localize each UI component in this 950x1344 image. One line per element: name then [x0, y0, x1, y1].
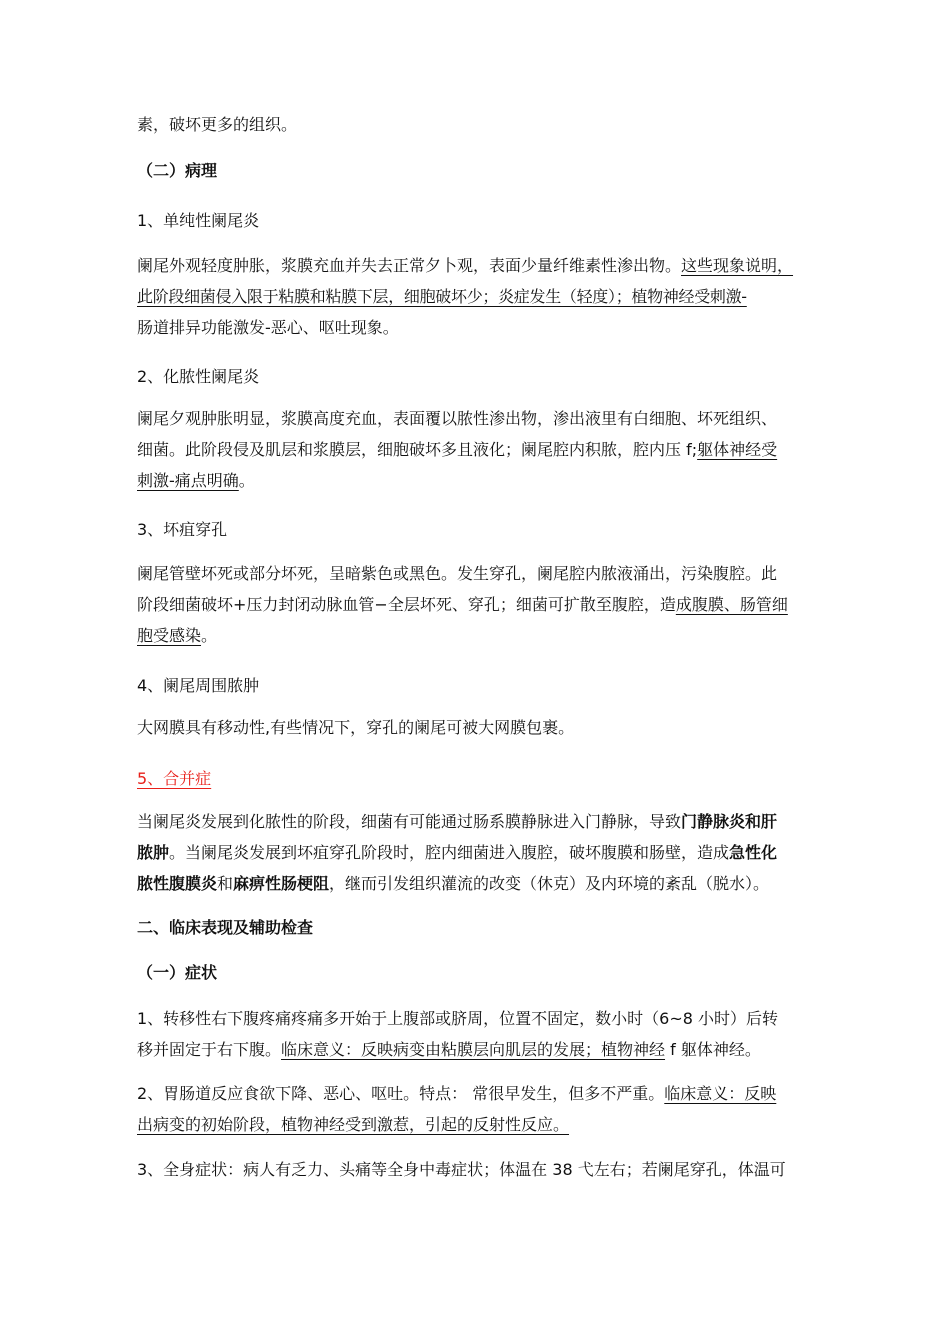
bold-text: 麻痹性肠梗阻	[233, 874, 330, 893]
bold-text: 脓肿	[137, 843, 170, 862]
text-line	[137, 837, 827, 868]
section-heading-pathology: （二）病理	[137, 161, 218, 180]
text-run: f 躯体神经。	[665, 1040, 761, 1059]
subheading-suppurative-appendicitis: 2、化脓性阑尾炎	[137, 367, 260, 386]
underlined-text: 临床意义：反映	[664, 1084, 777, 1103]
paragraph-symptom-1	[137, 1003, 827, 1065]
underlined-text: 临床意义：反映病变由粘膜层向肌层的发展；植物神经	[281, 1040, 666, 1059]
text-run: 阑尾外观轻度肿胀，浆膜充血并失去正常夕卜观，表面少量纤维素性渗出物。	[137, 256, 682, 275]
underlined-line: 此阶段细菌侵入限于粘膜和粘膜下层，细胞破坏少；炎症发生（轻度）；植物神经受刺激-	[137, 287, 747, 306]
paragraph-complications	[137, 806, 827, 899]
bold-text: 门静脉炎和肝	[681, 812, 778, 831]
text-line	[137, 589, 827, 620]
subheading-gangrenous-perforation: 3、坏疽穿孔	[137, 520, 228, 539]
text-line	[137, 1078, 827, 1109]
underlined-text: 刺激-痛点明确	[137, 471, 239, 490]
text-run: 。当阑尾炎发展到坏疽穿孔阶段时，腔内细菌进入腹腔，破坏腹膜和肠壁，造成	[169, 843, 730, 862]
text-line: 肠道排异功能激发-恶心、呕吐现象。	[137, 318, 399, 337]
bold-text: 脓性腹膜炎	[137, 874, 218, 893]
underlined-line: 出病变的初始阶段，植物神经受到激惹，引起的反射性反应。	[137, 1115, 570, 1134]
text-line: 阑尾管壁坏死或部分坏死，呈暗紫色或黑色。发生穿孔，阑尾腔内脓液涌出，污染腹腔。此	[137, 564, 778, 583]
text-line	[137, 465, 827, 496]
underlined-text: 胞受感染	[137, 626, 202, 645]
paragraph-continuation: 素，破坏更多的组织。	[137, 115, 298, 134]
underlined-text: 这些现象说明，	[681, 256, 794, 275]
text-run: 细菌。此阶段侵及肌层和浆膜层，细胞破坏多且液化；阑尾腔内积脓，腔内压 f;	[137, 440, 698, 459]
text-run: 和	[217, 874, 234, 893]
paragraph-symptom-2	[137, 1078, 827, 1140]
paragraph-gangrenous-perforation	[137, 558, 827, 651]
paragraph-suppurative-appendicitis	[137, 403, 827, 496]
text-line: 阑尾夕观肿胀明显，浆膜高度充血，表面覆以脓性渗出物，渗出液里有白细胞、坏死组织、	[137, 409, 778, 428]
subheading-periappendiceal-abscess: 4、阑尾周围脓肿	[137, 676, 260, 695]
text-line	[137, 806, 827, 837]
text-run: 。	[238, 471, 255, 490]
text-line: 1、转移性右下腹疼痛疼痛多开始于上腹部或脐周，位置不固定，数小时（6~8 小时）后转	[137, 1009, 779, 1028]
underlined-text: 躯体神经受	[697, 440, 778, 459]
text-line	[137, 434, 827, 465]
text-run: 阶段细菌破坏+压力封闭动脉血管−全层坏死、穿孔；细菌可扩散至腹腔，造	[137, 595, 676, 614]
text-run: 。	[201, 626, 218, 645]
underlined-text: 成腹膜、肠管细	[675, 595, 788, 614]
paragraph-periappendiceal-abscess: 大网膜具有移动性,有些情况下，穿孔的阑尾可被大网膜包裹。	[137, 718, 575, 737]
section-heading-clinical: 二、临床表现及辅助检查	[137, 918, 314, 937]
text-run: ，继而引发组织灌流的改变（休克）及内环境的紊乱（脱水）。	[329, 874, 770, 893]
text-run: 2、胃肠道反应食欲下降、恶心、呕吐。特点： 常很早发生，但多不严重。	[137, 1084, 665, 1103]
text-run: 当阑尾炎发展到化脓性的阶段，细菌有可能通过肠系膜静脉进入门静脉，导致	[137, 812, 682, 831]
bold-text: 急性化	[729, 843, 778, 862]
paragraph-symptom-3: 3、全身症状：病人有乏力、头痛等全身中毒症状；体温在 38 弋左右；若阑尾穿孔，体温可	[137, 1160, 786, 1179]
text-line	[137, 250, 827, 281]
text-run: 移并固定于右下腹。	[137, 1040, 282, 1059]
text-line	[137, 620, 827, 651]
paragraph-simple-appendicitis	[137, 250, 827, 343]
text-line	[137, 1034, 827, 1065]
text-line	[137, 868, 827, 899]
subheading-simple-appendicitis: 1、单纯性阑尾炎	[137, 211, 260, 230]
section-heading-symptoms: （一）症状	[137, 963, 218, 982]
subheading-complications: 5、合并症	[137, 769, 212, 788]
